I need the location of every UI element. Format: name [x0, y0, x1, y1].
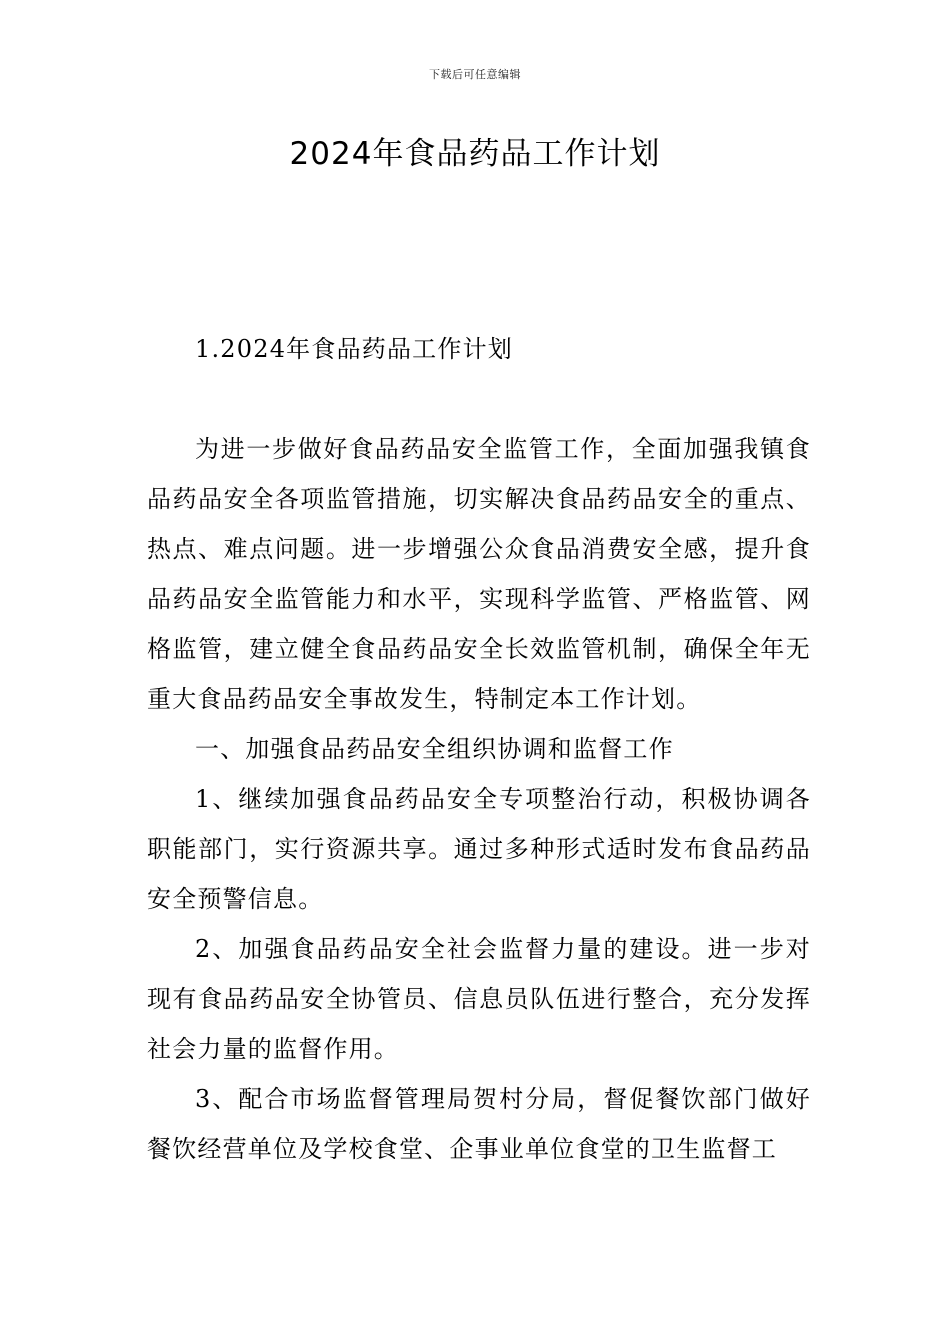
document-title: 2024年食品药品工作计划 — [289, 136, 661, 172]
document-body — [147, 324, 811, 1174]
intro-paragraph: 为进一步做好食品药品安全监管工作，全面加强我镇食品药品安全各项监管措施，切实解决食品药品安全的重点、热点、难点问题。进一步增强公众食品消费安全感，提升食品药品安全监管能力和水平，实现科学监管、严格监管、网格监管，建立健全食品药品安全长效监管机制，确保全年无重大食品药品安全事故发生，特制定本工作计划。 — [147, 435, 811, 713]
header-note: 下载后可任意编辑 — [429, 68, 521, 81]
section-subtitle: 1.2024年食品药品工作计划 — [195, 335, 513, 363]
item-paragraph-2: 2、加强食品药品安全社会监督力量的建设。进一步对现有食品药品安全协管员、信息员队伍进行整合，充分发挥社会力量的监督作用。 — [147, 935, 811, 1063]
item-paragraph-1: 1、继续加强食品药品安全专项整治行动，积极协调各职能部门，实行资源共享。通过多种形式适时发布食品药品安全预警信息。 — [147, 785, 811, 913]
item-paragraph-3: 3、配合市场监督管理局贺村分局，督促餐饮部门做好餐饮经营单位及学校食堂、企事业单位食堂的卫生监督工 — [147, 1085, 811, 1163]
section-heading: 一、加强食品药品安全组织协调和监督工作 — [195, 735, 674, 763]
